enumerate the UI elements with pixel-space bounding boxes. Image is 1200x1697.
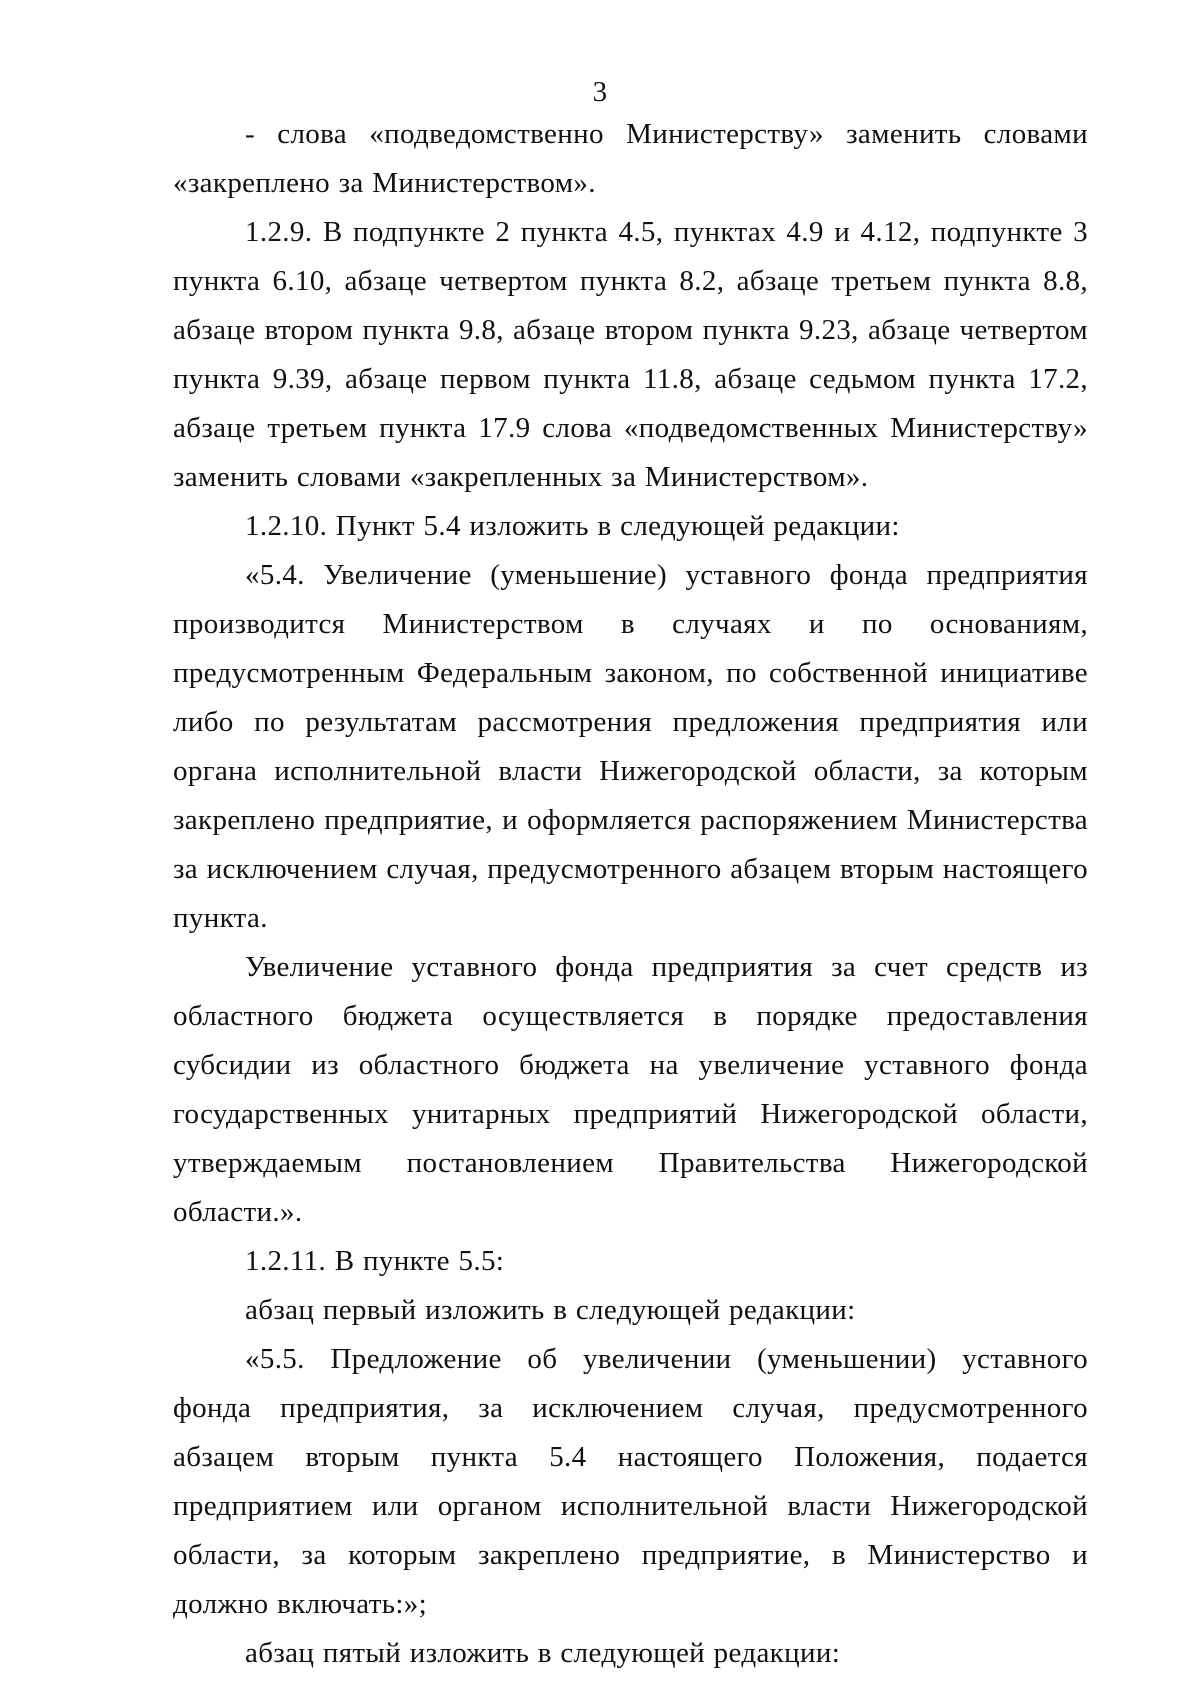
paragraph-1-2-11: 1.2.11. В пункте 5.5: <box>245 1245 505 1277</box>
paragraph-first-abzac: абзац первый изложить в следующей редакции: <box>245 1294 856 1326</box>
paragraph-1-2-10: 1.2.10. Пункт 5.4 изложить в следующей редакции: <box>245 510 900 542</box>
page-number: 3 <box>592 76 608 108</box>
paragraph-5-5-text: «5.5. Предложение об увеличении (уменьшении) уставного фонда предприятия, за исключением случая, предусмотренного абзацем вторым пункта 5.4 настоящего Положения, подается предприятием или органом исполнительной власти Нижегородской области, за которым закреплено предприятие, в Министерство и должно включать:»; <box>173 1343 1088 1620</box>
document-body <box>173 110 1088 1678</box>
paragraph-5-4-text: «5.4. Увеличение (уменьшение) уставного фонда предприятия производится Министерством в случаях и по основаниям, предусмотренным Федеральным законом, по собственной инициативе либо по результатам рассмотрения предложения предприятия или органа исполнительной власти Нижегородской области, за которым закреплено предприятие, и оформляется распоряжением Министерства за исключением случая, предусмотренного абзацем вторым настоящего пункта. <box>173 559 1088 934</box>
paragraph-1-2-9: 1.2.9. В подпункте 2 пункта 4.5, пунктах 4.9 и 4.12, подпункте 3 пункта 6.10, абзаце четвертом пункта 8.2, абзаце третьем пункта 8.8, абзаце втором пункта 9.8, абзаце втором пункта 9.23, абзаце четвертом пункта 9.39, абзаце первом пункта 11.8, абзаце седьмом пункта 17.2, абзаце третьем пункта 17.9 слова «подведомственных Министерству» заменить словами «закрепленных за Министерством». <box>173 216 1088 493</box>
paragraph-replace-words: - слова «подведомственно Министерству» заменить словами «закреплено за Министерством». <box>173 118 1088 199</box>
paragraph-fifth-abzac: абзац пятый изложить в следующей редакции: <box>245 1637 841 1669</box>
paragraph-5-4-second: Увеличение уставного фонда предприятия за счет средств из областного бюджета осуществляется в порядке предоставления субсидии из областного бюджета на увеличение уставного фонда государственных унитарных предприятий Нижегородской области, утверждаемым постановлением Правительства Нижегородской области.». <box>173 951 1088 1228</box>
